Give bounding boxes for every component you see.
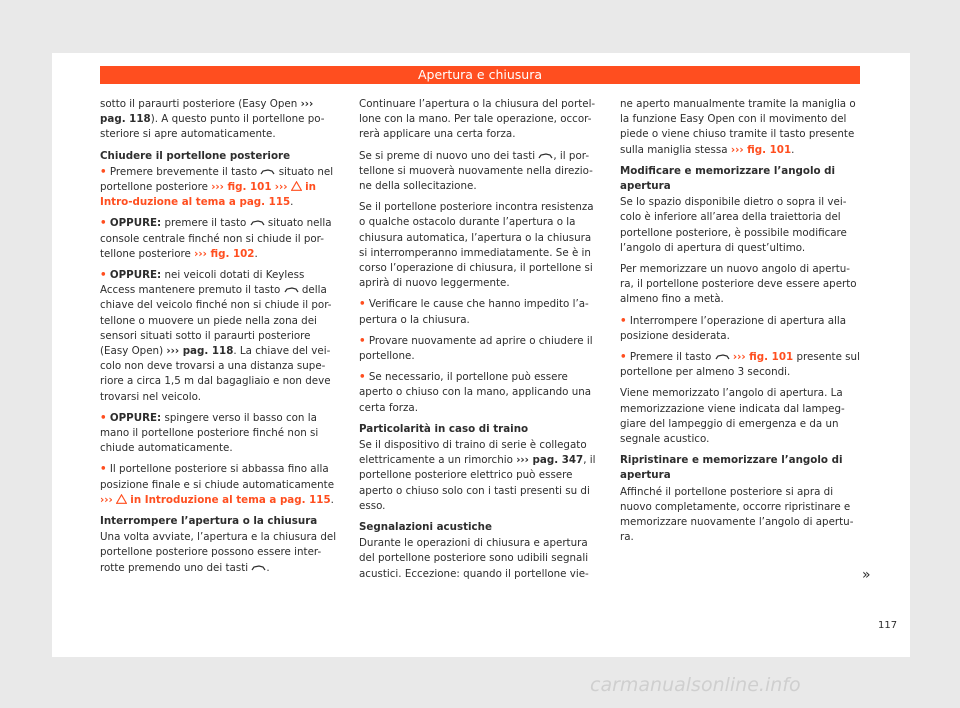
paragraph: Continuare l’apertura o la chiusura del portel-lone con la mano. Per tale operazione, occor-rerà applicare una certa forza. (359, 98, 596, 141)
list-item: • Se necessario, il portellone può essere aperto o chiuso con la mano, applicando una certa forza. (359, 371, 592, 414)
list-item: • Verificare le cause che hanno impedito l’a-pertura o la chiusura. (359, 298, 589, 326)
bullet-icon: • (100, 411, 107, 424)
bullet-icon: • (620, 351, 627, 364)
paragraph: Se il portellone posteriore incontra resistenza o qualche ostacolo durante l’apertura o la chiusura automatica, l’apertura o la chiusura si interromperanno immediatamente. Se è in corso l’operazione di chiusura, il portellone si aprirà di nuovo leggermente. (359, 201, 594, 290)
warning-link[interactable]: in Intro-duzione al tema a pag. 115 (100, 181, 316, 209)
figure-link[interactable]: ››› fig. 101 (730, 143, 792, 156)
paragraph: Per memorizzare un nuovo angolo di apertu-ra, il portellone posteriore deve essere aperto almeno fino a metà. (620, 263, 857, 306)
page-link[interactable]: ››› pag. 347 (516, 454, 584, 467)
list-item: • Premere brevemente il tasto situato nel portellone posteriore ››› fig. 101 ››› in Intro-duzione al tema a pag. 115. (100, 165, 334, 209)
page-link[interactable]: ››› pag. 118 (166, 345, 234, 358)
bullet-icon: • (100, 269, 107, 282)
figure-link[interactable]: ››› fig. 101 (211, 181, 272, 194)
paragraph: Durante le operazioni di chiusura e apertura del portellone posteriore sono udibili segnali acustici. Eccezione: quando il portellone vie- (359, 537, 589, 580)
tailgate-key-icon (250, 219, 265, 227)
tailgate-key-icon (251, 564, 266, 572)
subheading: Particolarità in caso di traino (359, 422, 529, 435)
tailgate-key-icon (260, 168, 275, 176)
paragraph: Se il dispositivo di traino di serie è collegato elettricamente a un rimorchio ››› pag. 347, il portellone posteriore elettrico può essere aperto o chiuso solo con i tasti presenti su di esso. (359, 439, 596, 512)
bullet-icon: • (100, 463, 107, 476)
tailgate-key-icon (715, 353, 730, 361)
watermark: carmanualsonline.info (590, 674, 801, 696)
list-item: • OPPURE: spingere verso il basso con la mano il portellone posteriore finché non si chiude automaticamente. (100, 411, 319, 455)
tailgate-key-icon (284, 286, 299, 294)
subheading: Ripristinare e memorizzare l’angolo di apertura (620, 454, 843, 482)
warning-icon (291, 181, 302, 191)
column-1 (100, 97, 342, 582)
section-header: Apertura e chiusura (100, 66, 860, 84)
bullet-icon: • (100, 165, 107, 178)
subheading: Segnalazioni acustiche (359, 521, 492, 534)
bullet-icon: • (359, 371, 366, 384)
bullet-icon: • (359, 298, 366, 311)
continue-arrow-icon: » (862, 567, 871, 583)
list-item: • OPPURE: premere il tasto situato nella console centrale finché non si chiude il por-tellone posteriore ››› fig. 102. (100, 217, 332, 260)
page-number: 117 (878, 620, 898, 631)
paragraph: Affinché il portellone posteriore si apra di nuovo completamente, occorre ripristinare e memorizzare nuovamente l’angolo di apertu-ra. (620, 485, 854, 544)
bullet-icon: • (620, 314, 627, 327)
paragraph: Viene memorizzato l’angolo di apertura. La memorizzazione viene indicata dal lampeg-giare del lampeggio di emergenza e da un segnale acustico. (620, 387, 845, 446)
paragraph: ne aperto manualmente tramite la maniglia o la funzione Easy Open con il movimento del piede o viene chiuso tramite il tasto presente sulla maniglia stessa ››› fig. 101. (620, 98, 856, 156)
bullet-icon: • (359, 334, 366, 347)
column-2 (359, 97, 601, 588)
list-item: • Interrompere l’operazione di apertura alla posizione desiderata. (620, 314, 847, 342)
subheading: Interrompere l’apertura o la chiusura (100, 515, 318, 528)
list-item: • Provare nuovamente ad aprire o chiudere il portellone. (359, 334, 593, 363)
list-item: • Premere il tasto ››› fig. 101 presente sul portellone per almeno 3 secondi. (620, 351, 860, 379)
warning-link[interactable]: in Introduzione al tema a pag. 115 (130, 493, 331, 506)
paragraph: Una volta avviate, l’apertura e la chiusura del portellone posteriore possono essere inter-rotte premendo uno dei tasti . (100, 531, 337, 574)
paragraph: sotto il paraurti posteriore (Easy Open ››› pag. 118). A questo punto il portellone po-steriore si apre automaticamente. (100, 98, 325, 141)
figure-link[interactable]: ››› fig. 101 (732, 351, 794, 364)
tailgate-key-icon (538, 152, 553, 160)
page-link[interactable]: ››› pag. 118 (100, 98, 314, 126)
subheading: Modificare e memorizzare l’angolo di apertura (620, 164, 836, 193)
list-item: • OPPURE: nei veicoli dotati di Keyless Access mantenere premuto il tasto della chiave del veicolo finché non si chiude il por-tellone o muovere un piede nella zona dei sensori situati sotto il paraurti posteriore (Easy Open) ››› pag. 118. La chiave del vei-colo non deve trovarsi a una distanza supe-riore a circa 1,5 m dal bagagliaio e non deve trovarsi nel veicolo. (100, 269, 332, 403)
warning-icon (116, 494, 127, 504)
column-3 (620, 97, 862, 551)
paragraph: Se si preme di nuovo uno dei tasti , il por-tellone si muoverà nuovamente nella direzio-ne della sollecitazione. (359, 149, 593, 193)
subheading: Chiudere il portellone posteriore (100, 149, 291, 162)
paragraph: Se lo spazio disponibile dietro o sopra il vei-colo è inferiore all’area della traiettoria del portellone posteriore, è possibile modificare l’angolo di apertura di quest’ultimo. (620, 196, 847, 254)
figure-link[interactable]: ››› fig. 102 (194, 247, 255, 260)
list-item: • Il portellone posteriore si abbassa fino alla posizione finale e si chiude automaticamente ››› in Introduzione al tema a pag. 115. (100, 463, 335, 506)
bullet-icon: • (100, 217, 107, 230)
